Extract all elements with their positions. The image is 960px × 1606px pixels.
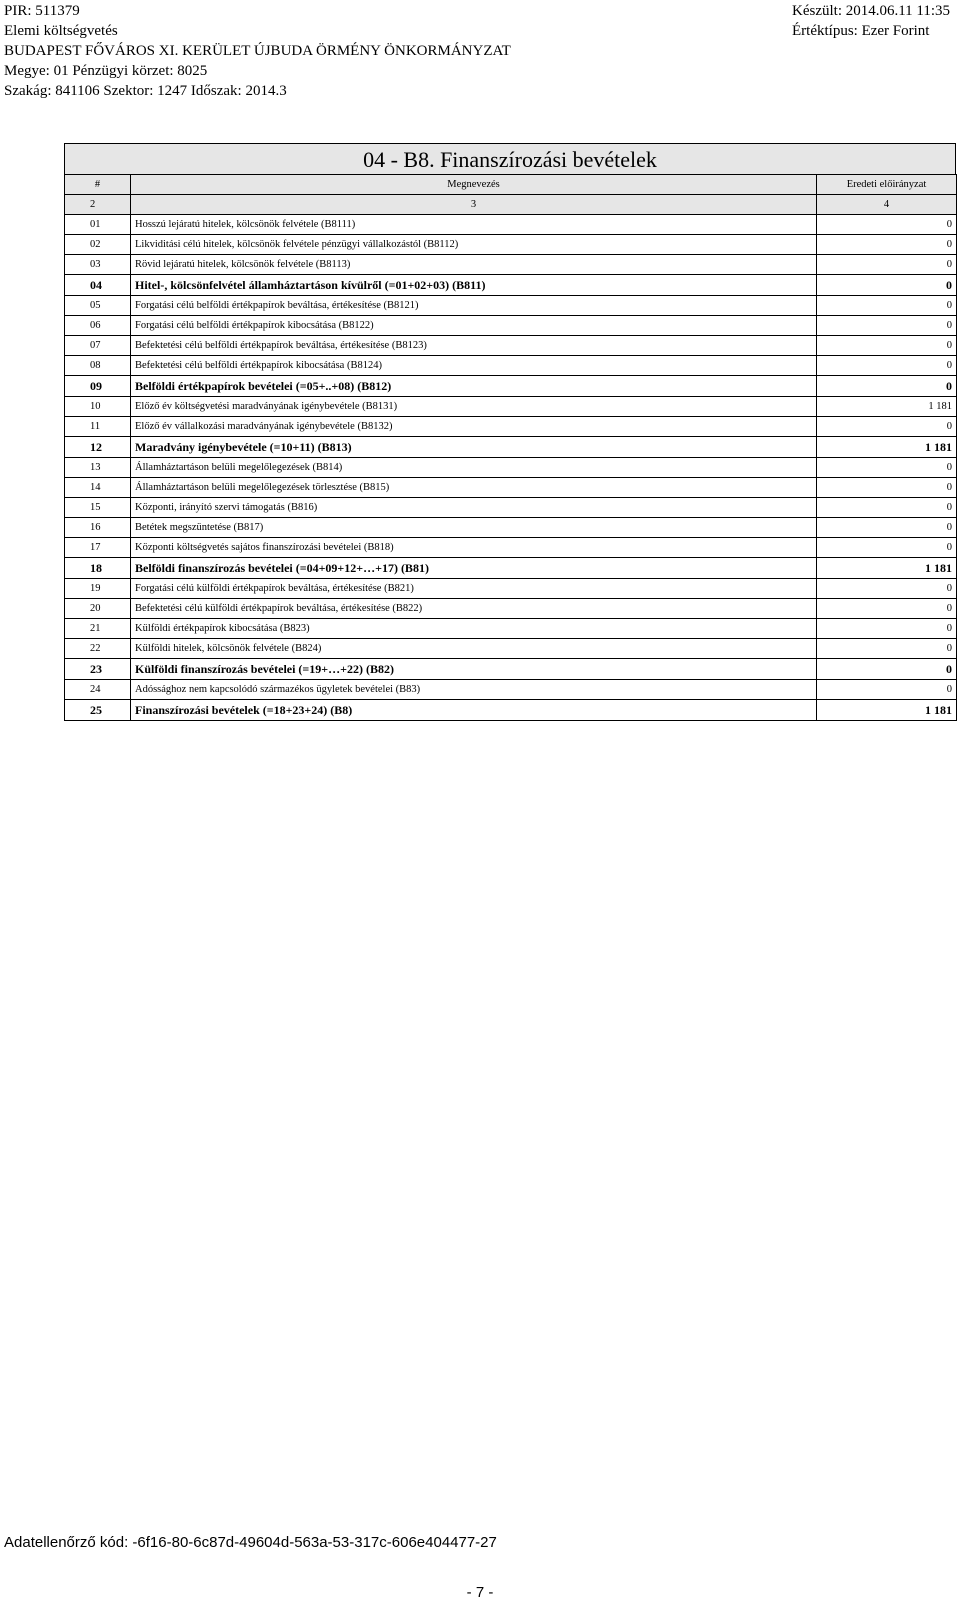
table-row [65,558,957,579]
row-value: 0 [817,215,957,235]
row-value: 0 [817,498,957,518]
row-value: 0 [817,478,957,498]
row-name: Külföldi értékpapírok kibocsátása (B823) [131,619,817,639]
created-line: Készült: 2014.06.11 11:35 [792,3,951,19]
row-value: 0 [817,296,957,316]
row-code: 17 [65,538,131,558]
row-name: Hitel-, kölcsönfelvétel államháztartáson kívülről (=01+02+03) (B811) [131,275,817,296]
table-row [65,659,957,680]
county-line: Megye: 01 Pénzügyi körzet: 8025 [4,63,208,79]
table-row [65,538,957,558]
row-name: Likviditási célú hitelek, kölcsönök felvétele pénzügyi vállalkozástól (B8112) [131,235,817,255]
table-row [65,397,957,417]
row-value: 0 [817,255,957,275]
row-name: Forgatási célú külföldi értékpapírok beváltása, értékesítése (B821) [131,579,817,599]
row-value: 0 [817,680,957,700]
row-name: Rövid lejáratú hitelek, kölcsönök felvétele (B8113) [131,255,817,275]
row-code: 05 [65,296,131,316]
row-code: 07 [65,336,131,356]
row-name: Előző év vállalkozási maradványának igénybevétele (B8132) [131,417,817,437]
row-code: 22 [65,639,131,659]
table-row [65,336,957,356]
row-name: Központi, irányító szervi támogatás (B816) [131,498,817,518]
row-value: 0 [817,659,957,680]
table-row [65,639,957,659]
row-name: Külföldi hitelek, kölcsönök felvétele (B824) [131,639,817,659]
column-header-row [65,175,957,195]
row-code: 10 [65,397,131,417]
value-type-line: Értéktípus: Ezer Forint [792,23,930,39]
row-name: Befektetési célú belföldi értékpapírok beváltása, értékesítése (B8123) [131,336,817,356]
table-row [65,275,957,296]
table-row [65,458,957,478]
row-value: 0 [817,639,957,659]
column-number-2: 2 [65,195,131,215]
row-value: 0 [817,316,957,336]
sector-line: Szakág: 841106 Szektor: 1247 Időszak: 2014.3 [4,83,287,99]
column-number-row [65,195,957,215]
row-name: Betétek megszüntetése (B817) [131,518,817,538]
table-row [65,518,957,538]
row-code: 18 [65,558,131,579]
row-name: Belföldi finanszírozás bevételei (=04+09+12+…+17) (B81) [131,558,817,579]
table-row [65,235,957,255]
row-name: Hosszú lejáratú hitelek, kölcsönök felvétele (B8111) [131,215,817,235]
pir-line: PIR: 511379 [4,3,80,19]
row-name: Befektetési célú belföldi értékpapírok kibocsátása (B8124) [131,356,817,376]
row-value: 1 181 [817,397,957,417]
row-value: 0 [817,538,957,558]
column-number-4: 4 [817,195,957,215]
row-code: 13 [65,458,131,478]
row-code: 12 [65,437,131,458]
table-row [65,680,957,700]
institution-line: BUDAPEST FŐVÁROS XI. KERÜLET ÚJBUDA ÖRMÉNY ÖNKORMÁNYZAT [4,43,511,59]
row-name: Befektetési célú külföldi értékpapírok beváltása, értékesítése (B822) [131,599,817,619]
page-number: - 7 - [466,1584,494,1601]
check-code: Adatellenőrző kód: -6f16-80-6c87d-49604d-563a-53-317c-606e404477-27 [4,1534,497,1551]
row-name: Külföldi finanszírozás bevételei (=19+…+22) (B82) [131,659,817,680]
row-name: Államháztartáson belüli megelőlegezések törlesztése (B815) [131,478,817,498]
row-value: 0 [817,235,957,255]
row-code: 14 [65,478,131,498]
table-row [65,579,957,599]
row-name: Finanszírozási bevételek (=18+23+24) (B8) [131,700,817,721]
table-row [65,376,957,397]
row-value: 0 [817,619,957,639]
table-row [65,255,957,275]
row-name: Maradvány igénybevétele (=10+11) (B813) [131,437,817,458]
row-name: Központi költségvetés sajátos finanszírozási bevételei (B818) [131,538,817,558]
row-value: 0 [817,356,957,376]
row-name: Forgatási célú belföldi értékpapírok beváltása, értékesítése (B8121) [131,296,817,316]
row-code: 03 [65,255,131,275]
table-row [65,356,957,376]
row-code: 16 [65,518,131,538]
doc-type-line: Elemi költségvetés [4,23,118,39]
row-value: 0 [817,579,957,599]
row-name: Belföldi értékpapírok bevételei (=05+..+08) (B812) [131,376,817,397]
row-name: Államháztartáson belüli megelőlegezések (B814) [131,458,817,478]
row-value: 0 [817,376,957,397]
column-header-code: # [65,175,131,195]
row-code: 09 [65,376,131,397]
row-code: 23 [65,659,131,680]
table-title: 04 - B8. Finanszírozási bevételek [64,143,956,174]
table-row [65,437,957,458]
table-row [65,599,957,619]
row-code: 06 [65,316,131,336]
row-code: 20 [65,599,131,619]
row-code: 19 [65,579,131,599]
row-name: Adóssághoz nem kapcsolódó származékos ügyletek bevételei (B83) [131,680,817,700]
row-value: 0 [817,518,957,538]
financing-revenue-table [64,143,956,721]
row-code: 01 [65,215,131,235]
row-value: 1 181 [817,437,957,458]
table-row [65,619,957,639]
row-code: 24 [65,680,131,700]
column-header-name: Megnevezés [131,175,817,195]
table-row [65,316,957,336]
table-row [65,296,957,316]
row-value: 0 [817,275,957,296]
table-row [65,215,957,235]
row-code: 08 [65,356,131,376]
column-number-3: 3 [131,195,817,215]
row-name: Előző év költségvetési maradványának igénybevétele (B8131) [131,397,817,417]
row-code: 21 [65,619,131,639]
table-row [65,417,957,437]
table-row [65,498,957,518]
row-value: 1 181 [817,700,957,721]
table-row [65,478,957,498]
row-value: 0 [817,417,957,437]
row-code: 15 [65,498,131,518]
table-row [65,700,957,721]
row-name: Forgatási célú belföldi értékpapírok kibocsátása (B8122) [131,316,817,336]
row-value: 0 [817,458,957,478]
row-value: 0 [817,599,957,619]
column-header-value: Eredeti előirányzat [817,175,957,195]
row-code: 04 [65,275,131,296]
row-code: 11 [65,417,131,437]
row-value: 1 181 [817,558,957,579]
row-value: 0 [817,336,957,356]
row-code: 25 [65,700,131,721]
row-code: 02 [65,235,131,255]
